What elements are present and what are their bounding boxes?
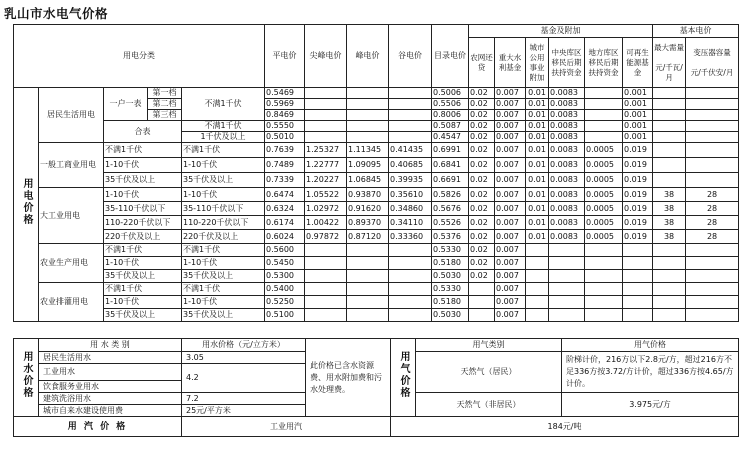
table-row: 农业排灌用电 不满1千伏 不满1千伏 0.5400 0.5330 0.007 xyxy=(14,283,739,296)
table-row: 一般工商业用电 不满1千伏 不满1千伏 0.7639 1.25327 1.11345 0.41435 0.6991 0.02 0.007 0.01 0.0083 0.0005 0.019 xyxy=(14,143,739,158)
irrigation-name: 农业排灌用电 xyxy=(39,283,104,322)
elec-section-label: 用电价格 xyxy=(14,88,39,322)
table-row: 1-10千伏 1-10千伏 0.5450 0.5180 0.02 0.007 xyxy=(14,257,739,270)
table-row: 大工业用电 1-10千伏 1-10千伏 0.6474 1.05522 0.93870 0.35610 0.5826 0.02 0.007 0.01 0.0083 0.0005 0.019 38 28 xyxy=(14,188,739,202)
residential-name: 居民生活用电 xyxy=(39,88,104,143)
gas-category-header: 用气类别 xyxy=(416,339,562,352)
combined-meter-label: 合表 xyxy=(104,121,182,143)
table-row: 建筑洗浴用水 7.2 天然气（非居民） 3.975元/方 xyxy=(14,393,739,405)
reservoir-mid-header: 中央库区移民后期扶持资金 xyxy=(549,38,585,88)
steam-name: 工业用汽 xyxy=(182,417,391,437)
gas-nonres-name: 天然气（非居民） xyxy=(416,393,562,417)
price-table xyxy=(13,24,739,322)
gas-residential-price: 阶梯计价，216方以下2.8元/方，超过216方不足336方按3.72/方计价，超过336方按4.65/方计价。 xyxy=(562,352,739,393)
steam-section-label: 用 汽 价 格 xyxy=(14,417,182,437)
water-category-header: 用 水 类 别 xyxy=(39,339,182,352)
industrial-name: 大工业用电 xyxy=(39,188,104,244)
water-note: 此价格已含水资源费、用水附加费和污水处理费。 xyxy=(306,339,391,417)
renewable-header: 可再生能源基金 xyxy=(623,38,653,88)
rural-header: 农网还贷 xyxy=(469,38,495,88)
table-row: 35千伏及以上 35千伏及以上 0.7339 1.20227 1.06845 0.39935 0.6691 0.02 0.007 0.01 0.0083 0.0005 0.019 xyxy=(14,173,739,188)
single-meter-label: 一户一表 xyxy=(104,88,148,121)
steam-price: 184元/吨 xyxy=(391,417,739,437)
catalog-header: 目录电价 xyxy=(432,25,469,88)
table-row: 第三档 0.8469 0.8006 0.02 0.007 0.01 0.0083 0.001 xyxy=(14,110,739,121)
table-row xyxy=(14,417,739,437)
table-row: 农业生产用电 不满1千伏 不满1千伏 0.5600 0.5330 0.02 0.007 xyxy=(14,244,739,257)
water-gas-table xyxy=(13,338,739,437)
water-section-label: 用水价格 xyxy=(14,339,39,417)
table-row: 1千伏及以上 0.5010 0.4547 0.02 0.007 0.01 0.0083 0.001 xyxy=(14,132,739,143)
gas-residential-name: 天然气（居民） xyxy=(416,352,562,393)
capacity-header: 变压器容量 元/千伏安/月 xyxy=(686,38,739,88)
fund-group-header: 基金及附加 xyxy=(469,25,653,38)
table-row: 1-10千伏 1-10千伏 0.7489 1.22777 1.09095 0.40685 0.6841 0.02 0.007 0.01 0.0083 0.0005 0.019 xyxy=(14,158,739,173)
table-row: 合表 不满1千伏 0.5550 0.5087 0.02 0.007 0.01 0.0083 0.001 xyxy=(14,121,739,132)
table-row: 35-110千伏以下 35-110千伏以下 0.6324 1.02972 0.91620 0.34860 0.5676 0.02 0.007 0.01 0.0083 0.0005 0.019 38 28 xyxy=(14,202,739,216)
peak-header: 峰电价 xyxy=(347,25,389,88)
general-name: 一般工商业用电 xyxy=(39,143,104,188)
table-row: 饮食服务业用水 xyxy=(14,381,739,393)
table-row: 居民生活用水 3.05 天然气（居民） 阶梯计价，216方以下2.8元/方，超过216方不足336方按3.72/方计价，超过336方按4.65/方计价。 xyxy=(14,352,739,364)
gas-price-header: 用气价格 xyxy=(562,339,739,352)
table-row: 城市自来水建设使用费 25元/平方米 xyxy=(14,405,739,417)
category-header: 用电分类 xyxy=(14,25,265,88)
urban-header: 城市公用事业附加 xyxy=(526,38,549,88)
valley-header: 谷电价 xyxy=(389,25,432,88)
table-row: 220千伏及以上 220千伏及以上 0.6024 0.97872 0.87120 0.33360 0.5376 0.02 0.007 0.01 0.0083 0.0005 0.019 38 28 xyxy=(14,230,739,244)
max-demand-header: 最大需量 元/千瓦/月 xyxy=(653,38,686,88)
water-price-header: 用水价格（元/立方米） xyxy=(182,339,306,352)
page-title: 乳山市水电气价格 xyxy=(4,6,109,21)
reservoir-local-header: 地方库区移民后期扶持资金 xyxy=(585,38,623,88)
table-row: 1-10千伏 1-10千伏 0.5250 0.5180 0.007 xyxy=(14,296,739,309)
table-row: 110-220千伏以下 110-220千伏以下 0.6174 1.00422 0.89370 0.34110 0.5526 0.02 0.007 0.01 0.0083 0.0005 0.019 38 28 xyxy=(14,216,739,230)
hydro-header: 重大水利基金 xyxy=(495,38,526,88)
table-row: 第二档 0.5969 0.5506 0.02 0.007 0.01 0.0083 0.001 xyxy=(14,99,739,110)
basic-group-header: 基本电价 xyxy=(653,25,739,38)
flat-price-header: 平电价 xyxy=(265,25,305,88)
table-row: 用电价格 居民生活用电 一户一表 第一档 不满1千伏 0.5469 0.5006 0.02 0.007 0.01 0.0083 0.001 xyxy=(14,88,739,99)
gas-section-label: 用气价格 xyxy=(391,339,416,417)
table-row: 35千伏及以上 35千伏及以上 0.5100 0.5030 0.007 xyxy=(14,309,739,322)
agri-name: 农业生产用电 xyxy=(39,244,104,283)
table-row: 工业用水 4.2 xyxy=(14,364,739,381)
table-row: 35千伏及以上 35千伏及以上 0.5300 0.5030 0.02 0.007 xyxy=(14,270,739,283)
peak-sharp-header: 尖峰电价 xyxy=(305,25,347,88)
gas-nonres-price: 3.975元/方 xyxy=(562,393,739,417)
